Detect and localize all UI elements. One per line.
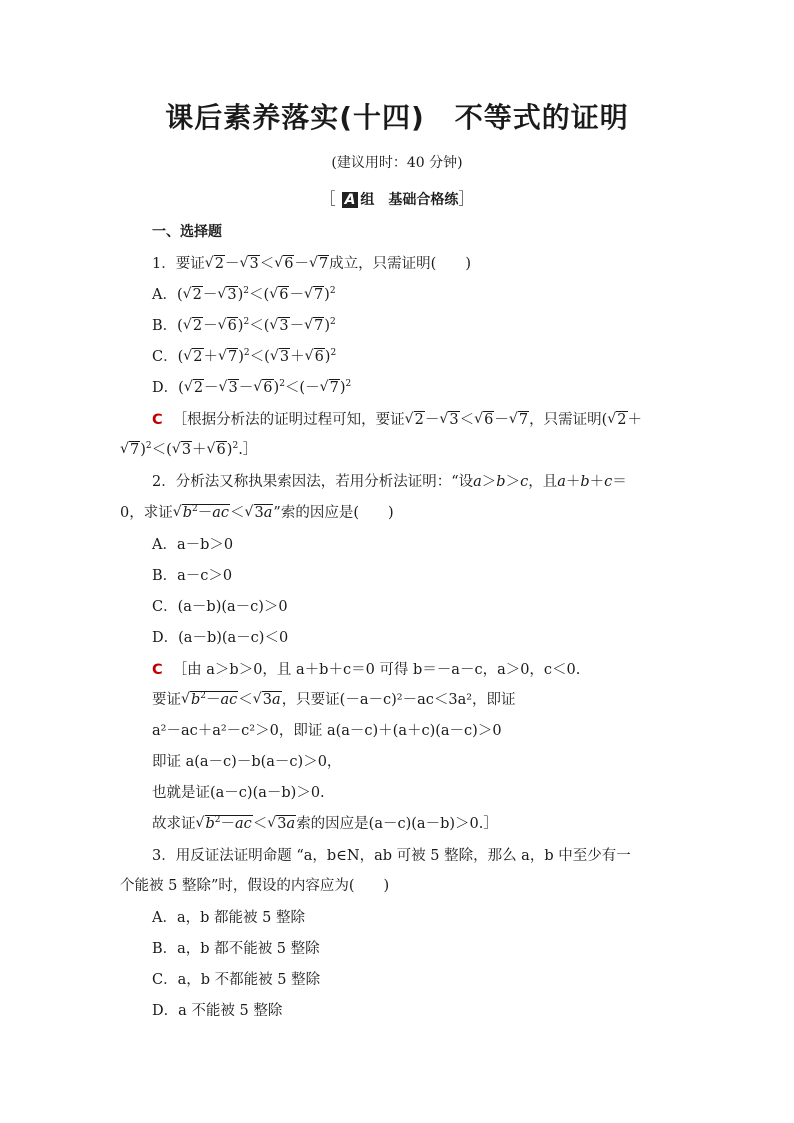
- q1-expl-mid: ，只需证明(: [529, 412, 608, 428]
- option-label: D．: [152, 630, 179, 646]
- title-part-1: 课后素养落实(十四): [165, 101, 425, 134]
- q1-answer: C: [152, 412, 163, 428]
- option-label: A．: [152, 910, 177, 926]
- option-text: a，b 不都能被 5 整除: [177, 972, 321, 988]
- q1-explanation-line-1: C ［根据分析法的证明过程可知，要证√ 2－√ 3＜√ 6－√ 7，只需证明(√ 2＋: [152, 410, 642, 430]
- q1-stem: 1．要证√ 2－√ 3＜√ 6－√ 7成立，只需证明( ): [152, 254, 471, 274]
- q1-expl-prefix: ［根据分析法的证明过程可知，要证: [172, 412, 405, 428]
- q3-option-d: [152, 1001, 282, 1021]
- q2-answer: C: [152, 662, 163, 678]
- q1-option-b: B．(√ 2－√ 6)$^2$＜(√ 3－√ 7)$^2$: [152, 316, 336, 336]
- option-text: a－b＞0: [176, 537, 234, 553]
- q2-option-d: [152, 628, 288, 648]
- q1-option-c: C．(√ 2＋√ 7)$^2$＜(√ 3＋√ 6)$^2$: [152, 347, 336, 367]
- q2-stem-prefix: 0，求证: [120, 505, 173, 521]
- q3-option-c: [152, 970, 320, 990]
- q2-stem-text: 2．分析法又称执果索因法，若用分析法证明：“设: [152, 474, 474, 490]
- section-header: 一、选择题: [152, 224, 222, 240]
- q2-explanation-line-4: 即证 a(a－c)－b(a－c)＞0，: [152, 754, 342, 770]
- option-label: D．: [152, 1003, 179, 1019]
- suggested-time: (建议用时：40 分钟): [331, 155, 463, 171]
- q2-expl-1: ［由 a＞b＞0，且 a＋b＋c＝0 可得 b＝－a－c，a＞0，c＜0.: [172, 662, 581, 678]
- q2-explanation-line-6: 故求证√ $b^2-ac<√$ 3a索的因应是(a－c)(a－b)＞0.］: [152, 814, 498, 834]
- q2-expl-6-suffix: 索的因应是(a－c)(a－b)＞0.］: [296, 816, 498, 832]
- q2-explanation-line-2: 要证√ $b^2-ac<√$ 3a，只要证(－a－c)²－ac＜3a²，即证: [152, 690, 516, 710]
- title-part-2: 不等式的证明: [454, 101, 629, 134]
- option-label: D．: [152, 380, 179, 396]
- q3-option-a: [152, 908, 305, 928]
- q2-stem-line-2: 0，求证√ $b^2-ac<√$ 3a”索的因应是( ): [120, 503, 394, 523]
- option-text: (a－b)(a－c)＞0: [177, 599, 288, 615]
- option-label: A．: [152, 287, 177, 303]
- group-label: 组 基础合格练: [360, 192, 459, 208]
- q2-expl-6-prefix: 故求证: [152, 816, 196, 832]
- option-label: C．: [152, 349, 178, 365]
- q1-option-d: D．(√ 2－√ 3－√ 6)$^2$＜(－√ 7)$^2$: [152, 378, 351, 398]
- q1-stem-suffix: 成立，只需证明( ): [329, 256, 471, 272]
- q2-option-c: [152, 597, 288, 617]
- option-label: C．: [152, 599, 178, 615]
- q1-option-a: A．(√ 2－√ 3)$^2$＜(√ 6－√ 7)$^2$: [152, 285, 336, 305]
- page-title: [0, 96, 794, 136]
- q2-stem-cond: ，且: [528, 474, 558, 490]
- option-label: C．: [152, 972, 178, 988]
- q1-explanation-line-2: √ 7)$^2$＜(√ 3＋√ 6)$^2$.］: [120, 440, 257, 460]
- option-text: a，b 都能被 5 整除: [176, 910, 305, 926]
- q3-stem-line-2: 个能被 5 整除”时，假设的内容应为( ): [120, 878, 390, 894]
- option-text: a，b 都不能被 5 整除: [177, 941, 320, 957]
- q1-stem-prefix: 1．要证: [152, 256, 205, 272]
- q3-stem-line-1: 3．用反证法证明命题 “a，b∈N，ab 可被 5 整除，那么 a，b 中至少有一: [152, 848, 631, 864]
- q2-stem-suffix: ”索的因应是( ): [273, 505, 394, 521]
- option-label: B．: [152, 318, 178, 334]
- q2-stem-line-1: 2．分析法又称执果索因法，若用分析法证明：“设a＞b＞c，且a＋b＋c＝: [152, 474, 627, 490]
- option-label: B．: [152, 941, 178, 957]
- q2-explanation-line-1: [152, 660, 580, 680]
- q3-option-b: [152, 939, 320, 959]
- group-bracket-open: ［: [319, 189, 336, 208]
- q2-option-b: [152, 566, 232, 586]
- q2-explanation-line-5: 也就是证(a－c)(a－b)＞0.: [152, 785, 325, 801]
- q2-explanation-line-3: a²－ac＋a²－c²＞0，即证 a(a－c)＋(a＋c)(a－c)＞0: [152, 723, 502, 739]
- option-label: A．: [152, 537, 177, 553]
- q1-expl-end: .］: [238, 442, 258, 458]
- option-text: a－c＞0: [177, 568, 233, 584]
- option-label: B．: [152, 568, 178, 584]
- option-text: a 不能被 5 整除: [178, 1003, 283, 1019]
- group-bracket-close: ］: [458, 189, 475, 208]
- q2-expl-2-prefix: 要证: [152, 692, 181, 708]
- q2-expl-2-suffix: ，只要证(－a－c)²－ac＜3a²，即证: [281, 692, 516, 708]
- group-letter-badge: A: [342, 192, 359, 208]
- option-text: (a－b)(a－c)＜0: [178, 630, 289, 646]
- group-heading: [0, 186, 794, 209]
- q2-option-a: [152, 535, 233, 555]
